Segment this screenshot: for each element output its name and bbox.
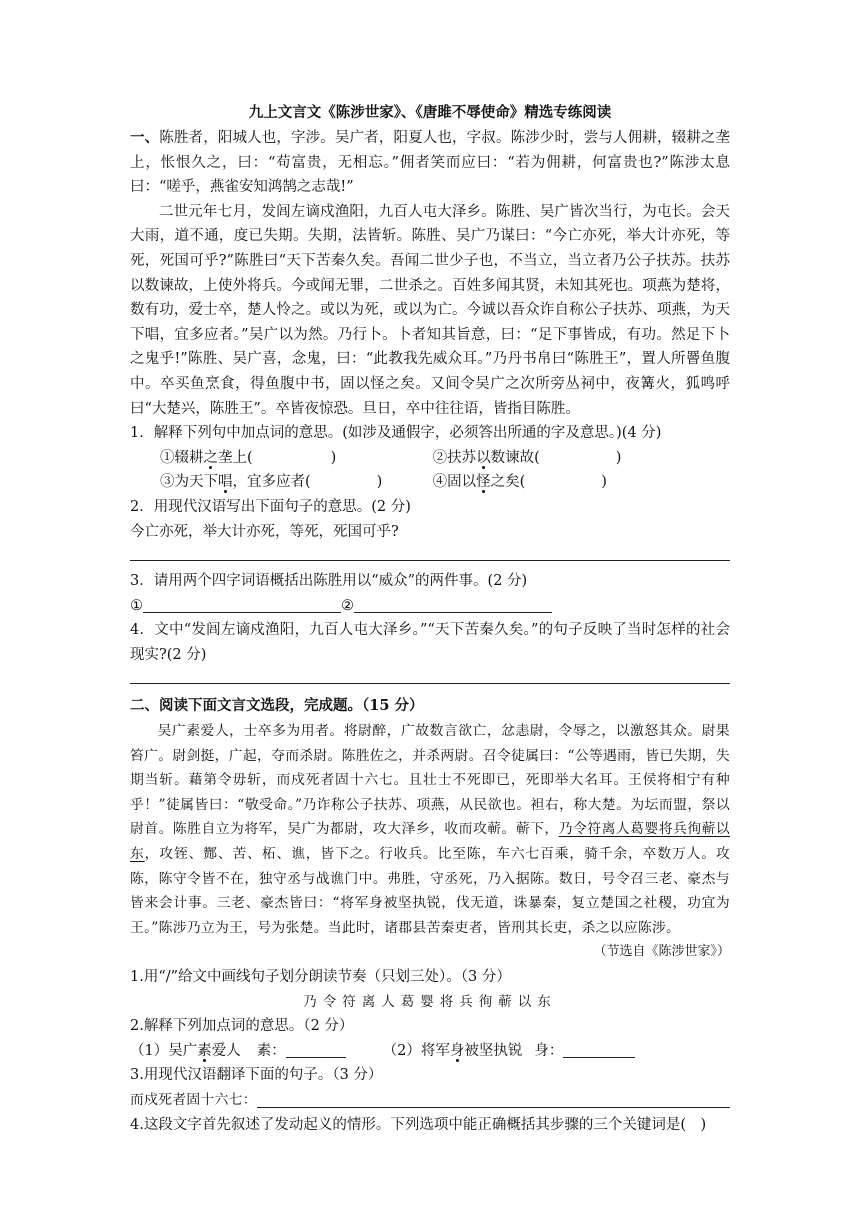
- part2-q2-items: [130, 1039, 730, 1064]
- document-page: [130, 102, 730, 1137]
- passage-source: （节选自《陈涉世家》）: [593, 944, 730, 960]
- answer-blank-2[interactable]: [354, 596, 552, 613]
- part1-q3-answers: ① ②: [130, 594, 730, 619]
- answer-blank[interactable]: [286, 1041, 346, 1058]
- part2-q2-item1: （1）吴广素爱人 素：: [130, 1039, 378, 1064]
- part2-q2-item2: （2）将军身被坚执锐 身：: [383, 1039, 636, 1064]
- page-title: 九上文言文《陈涉世家》、《唐雎不辱使命》精选专练阅读: [248, 104, 612, 121]
- emphasis-dot-char: 身: [449, 1042, 465, 1059]
- part2-q3-sentence: 而戍死者固十六七：: [130, 1091, 257, 1108]
- part1-q3: 3．请用两个四字词语概括出陈胜用以“威众”的两件事。(2 分): [130, 573, 528, 590]
- part1-q1-option1: ①辍耕之垄上( ): [160, 449, 337, 466]
- part2-passage: 吴广素爱人，士卒多为用者。将尉醉，广故数言欲亡，忿恚尉，令辱之，以激怒其众。尉果笞广。尉剑挺，广起，夺而杀尉。陈胜佐之，并杀两尉。召令徒属曰：“公等遇雨，皆已失期，失期当斩。藉第令毋斩，而戍死者固十六七。且壮士不死即已，死即举大名耳。王侯将相宁有种乎！”徒属皆曰：“敬受命。”乃诈称公子扶苏、项燕，从民欲也。袒右，称大楚。为坛而盟，祭以尉首。陈胜自立为将军，吴广为都尉，攻大泽乡，收而攻蕲。蕲下，乃令符离人葛婴将兵徇蕲以东，攻铚、酂、苦、柘、谯，皆下之。行收兵。比至陈，车六七百乘，骑千余，卒数万人。攻陈，陈守令皆不在，独守丞与战谯门中。弗胜，守丞死，乃入据陈。数日，号令召三老、豪杰与皆来会计事。三老、豪杰皆曰：“将军身被坚执锐，伐无道，诛暴秦，复立楚国之社稷，功宜为王。”陈涉乃立为王，号为张楚。当此时，诸郡县苦秦吏者，皆刑其长吏，杀之以应陈涉。: [130, 723, 730, 936]
- emphasis-dot-char: 之: [203, 449, 218, 466]
- part2-heading: 二、阅读下面文言文选段，完成题。（15 分）: [130, 697, 424, 715]
- emphasis-dot-char: 怪: [476, 474, 491, 491]
- answer-blank-1[interactable]: [143, 596, 341, 613]
- emphasis-dot-char: 素: [197, 1042, 212, 1059]
- answer-line[interactable]: [257, 1091, 730, 1108]
- emphasis-dot-char: 唱: [218, 474, 233, 491]
- part1-q4: 4．文中“发闾左谪戍渔阳，九百人屯大泽乡。”“天下苦秦久矣。”的句子反映了当时怎样的社会现实?(2 分): [130, 622, 730, 663]
- part1-para1: [130, 126, 730, 200]
- part2-q1: 1.用“/”给文中画线句子划分朗读节奏（只划三处）。（3 分）: [130, 969, 511, 985]
- part1-q2-sentence: 今亡亦死，举大计亦死，等死，死国可乎?: [130, 523, 399, 540]
- part1-para2: 二世元年七月，发闾左谪戍渔阳，九百人屯大泽乡。陈胜、吴广皆次当行，为屯长。会天大雨，道不通，度已失期。失期，法皆斩。陈胜、吴广乃谋曰：“今亡亦死，举大计亦死，等死，死国可乎?”陈胜曰“天下苦秦久矣。吾闻二世少子也，不当立，当立者乃公子扶苏。扶苏以数谏故，上使外将兵。今或闻无罪，二世杀之。百姓多闻其贤，未知其死也。项燕为楚将，数有功，爱士卒，楚人怜之。或以为死，或以为亡。今诚以吾众诈自称公子扶苏、项燕，为天下唱，宜多应者。”吴广以为然。乃行卜。卜者知其旨意，曰：“足下事皆成，有功。然足下卜之鬼乎!”陈胜、吴广喜，念鬼，曰：“此教我先威众耳。”乃丹书帛曰“陈胜王”，置人所罾鱼腹中。卒买鱼烹食，得鱼腹中书，固以怪之矣。又间令吴广之次所旁丛祠中，夜篝火，狐鸣呼曰“大楚兴，陈胜王”。卒皆夜惊恐。旦日，卒中往往语，皆指目陈胜。: [130, 203, 730, 417]
- part1-q1-options-row1: [130, 446, 730, 471]
- part2-q2: 2.解释下列加点词的意思。（2 分）: [130, 1018, 354, 1035]
- part1-para1-text: 陈胜者，阳城人也，字涉。吴广者，阳夏人也，字叔。陈涉少时，尝与人佣耕，辍耕之垄上，怅恨久之，曰：“苟富贵，无相忘。”佣者笑而应曰：“若为佣耕，何富贵也?”陈涉太息曰：“嗟乎，燕雀安知鸿鹄之志哉!”: [130, 130, 731, 196]
- answer-line[interactable]: [130, 546, 730, 561]
- emphasis-dot-char: 以: [476, 449, 491, 466]
- part1-label: 一、: [130, 129, 160, 146]
- part2-q3: 3.用现代汉语翻译下面的句子。（3 分）: [130, 1067, 383, 1084]
- part1-q1-options-row2: [130, 470, 730, 495]
- answer-blank[interactable]: [563, 1041, 635, 1058]
- part2-q1-sentence: 乃令符离人葛婴将兵徇蕲以东: [303, 993, 557, 1010]
- part2-section: [130, 694, 730, 1137]
- part1-q1-option4: ④固以怪之矣( ): [432, 474, 607, 491]
- part1-q1-option3: ③为天下唱，宜多应者( ): [160, 474, 383, 491]
- answer-line[interactable]: [130, 669, 730, 684]
- part1-q1-option2: ②扶苏以数谏故( ): [432, 449, 622, 466]
- part1-q1: 1．解释下列句中加点词的意思。(如涉及通假字，必须答出所通的字及意思。)(4 分): [130, 425, 662, 442]
- part2-q4: 4.这段文字首先叙述了发动起义的情形。下列选项中能正确概括其步骤的三个关键词是( ): [130, 1116, 707, 1133]
- part2-q3-sentence-row: [130, 1088, 730, 1113]
- part1-q2: 2．用现代汉语写出下面句子的意思。(2 分): [130, 498, 411, 515]
- underlined-sentence: 乃令符离人葛婴将兵徇蕲以东: [130, 821, 730, 863]
